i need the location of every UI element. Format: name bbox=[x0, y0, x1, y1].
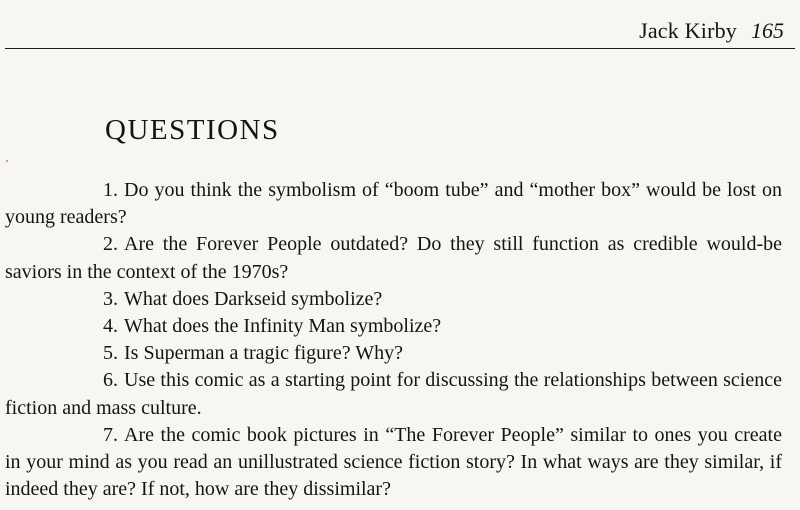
question-text: Are the Forever People outdated? Do they still function as credible would-be saviors in the context of the 1970s? bbox=[5, 233, 782, 283]
question-number: 7. bbox=[103, 423, 118, 446]
question-text: Is Superman a tragic figure? Why? bbox=[124, 342, 403, 365]
question-number: 2. bbox=[103, 233, 118, 256]
paper-speck bbox=[6, 160, 8, 162]
question-item bbox=[5, 340, 782, 367]
question-item bbox=[5, 367, 782, 421]
question-number: 3. bbox=[103, 287, 118, 310]
question-number: 5. bbox=[103, 342, 118, 365]
page-number: 165 bbox=[751, 18, 784, 43]
question-item bbox=[5, 231, 782, 285]
question-list bbox=[5, 177, 782, 503]
question-item bbox=[5, 286, 782, 313]
section-title: QUESTIONS bbox=[105, 114, 280, 146]
question-item bbox=[5, 313, 782, 340]
question-text: Do you think the symbolism of “boom tube” and “mother box” would be lost on young readers? bbox=[5, 179, 782, 229]
running-head bbox=[639, 18, 784, 44]
question-number: 4. bbox=[103, 315, 118, 338]
question-number: 6. bbox=[103, 369, 118, 392]
question-item bbox=[5, 177, 782, 231]
running-head-author: Jack Kirby bbox=[639, 18, 737, 43]
question-text: What does Darkseid symbolize? bbox=[124, 287, 383, 310]
question-text: Are the comic book pictures in “The Forever People” similar to ones you create in your mind as you read an unillustrated science fiction story? In what ways are they similar, if indeed they are? If not, how are they dissimilar? bbox=[5, 423, 782, 501]
question-text: What does the Infinity Man symbolize? bbox=[124, 315, 442, 338]
question-item bbox=[5, 422, 782, 504]
question-text: Use this comic as a starting point for discussing the relationships between science fiction and mass culture. bbox=[5, 369, 782, 419]
header-rule bbox=[5, 48, 795, 49]
question-number: 1. bbox=[103, 179, 118, 201]
